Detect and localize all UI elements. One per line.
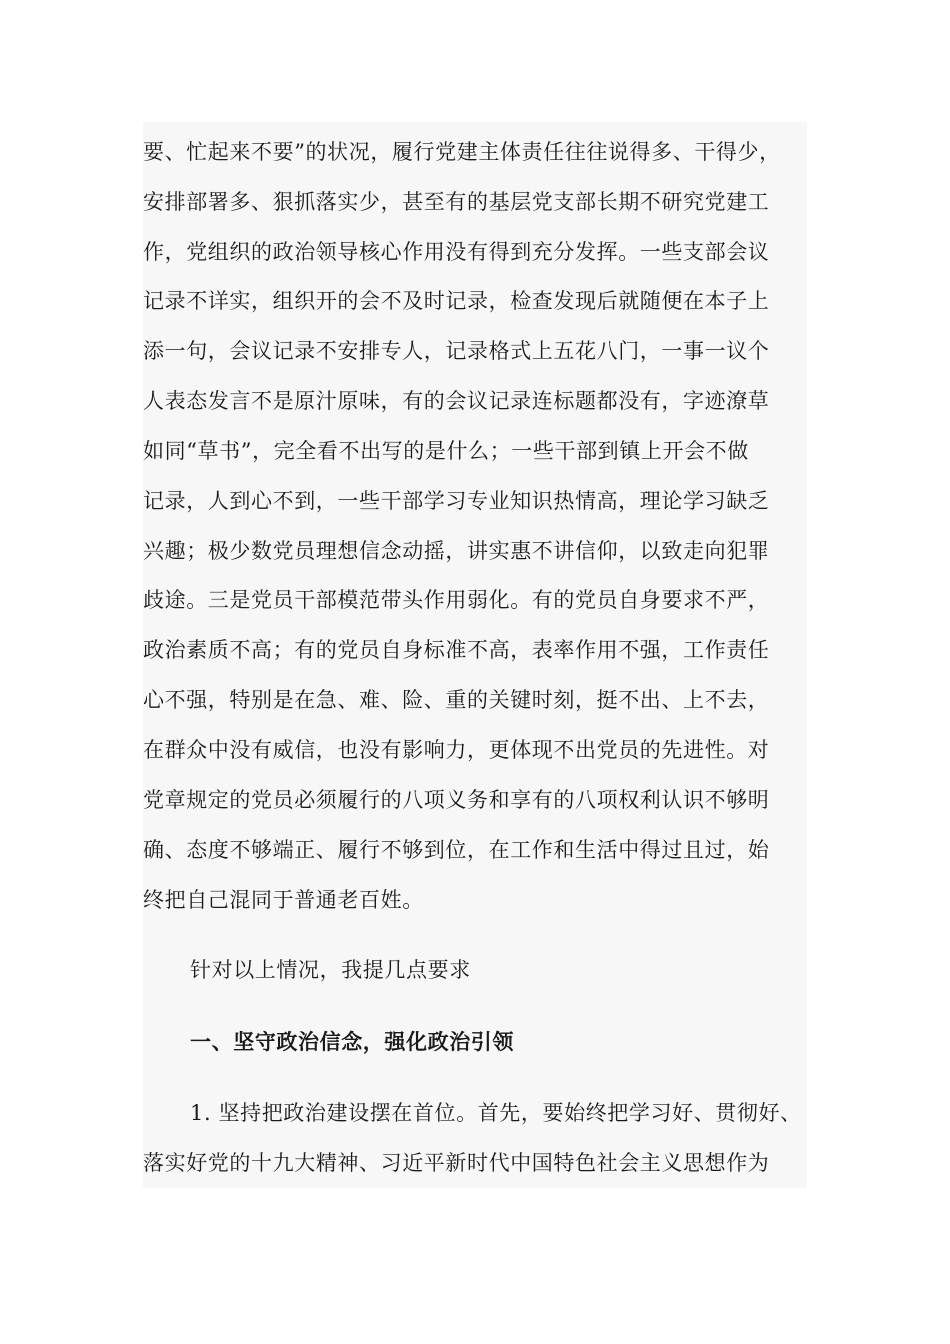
body-line: 歧途。三是党员干部模范带头作用弱化。有的党员自身要求不严，	[143, 588, 770, 612]
body-line: 如同“草书”，完全看不出写的是什么；一些干部到镇上开会不做	[143, 439, 749, 463]
body-line: 确、态度不够端正、履行不够到位，在工作和生活中得过且过，始	[143, 838, 770, 862]
body-line: 1. 坚持把政治建设摆在首位。首先，要始终把学习好、贯彻好、	[190, 1101, 802, 1125]
body-line: 心不强，特别是在急、难、险、重的关键时刻，挺不出、上不去，	[143, 688, 770, 712]
body-line: 作，党组织的政治领导核心作用没有得到充分发挥。一些支部会议	[143, 240, 770, 264]
body-line: 安排部署多、狠抓落实少，甚至有的基层党支部长期不研究党建工	[143, 190, 770, 214]
body-paragraph: 针对以上情况，我提几点要求	[190, 958, 471, 982]
body-line: 记录不详实，组织开的会不及时记录，检查发现后就随便在本子上	[143, 289, 770, 313]
body-line: 落实好党的十九大精神、习近平新时代中国特色社会主义思想作为	[143, 1151, 770, 1175]
body-line: 终把自己混同于普通老百姓。	[143, 888, 424, 912]
body-line: 人表态发言不是原汁原味，有的会议记录连标题都没有，字迹潦草	[143, 389, 770, 413]
body-line: 党章规定的党员必须履行的八项义务和享有的八项权利认识不够明	[143, 788, 770, 812]
body-line: 记录，人到心不到，一些干部学习专业知识热情高，理论学习缺乏	[143, 489, 770, 513]
body-line: 要、忙起来不要”的状况，履行党建主体责任往往说得多、干得少，	[143, 140, 781, 164]
body-line: 兴趣；极少数党员理想信念动摇，讲实惠不讲信仰，以致走向犯罪	[143, 539, 770, 563]
body-line: 添一句，会议记录不安排专人，记录格式上五花八门，一事一议个	[143, 339, 770, 363]
body-line: 在群众中没有威信，也没有影响力，更体现不出党员的先进性。对	[143, 738, 770, 762]
section-heading: 一、坚守政治信念，强化政治引领	[190, 1029, 514, 1054]
body-line: 政治素质不高；有的党员自身标准不高，表率作用不强，工作责任	[143, 638, 770, 662]
